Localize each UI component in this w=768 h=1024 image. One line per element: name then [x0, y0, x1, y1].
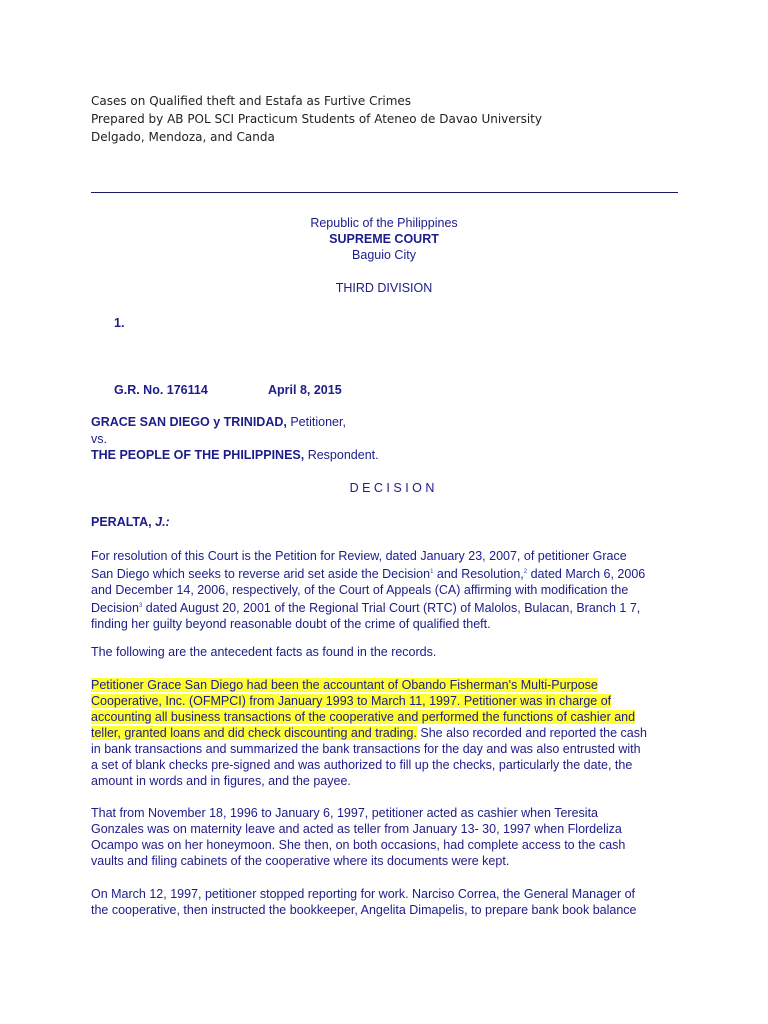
respondent-role: Respondent. [304, 448, 379, 462]
paragraph-4 [91, 805, 691, 869]
highlighted-text: Cooperative, Inc. (OFMPCI) from January 1993 to March 11, 1997. Petitioner was in charge of [91, 694, 612, 708]
decision-date: April 8, 2015 [268, 383, 342, 397]
paragraph-line: finding her guilty beyond reasonable doubt of the crime of qualified theft. [91, 617, 491, 632]
ponente-name: PERALTA, [91, 515, 152, 529]
paragraph-line: The following are the antecedent facts as found in the records. [91, 645, 437, 659]
court-city: Baguio City [352, 248, 416, 262]
respondent-name: THE PEOPLE OF THE PHILIPPINES, [91, 448, 305, 462]
paragraph-1 [91, 548, 691, 632]
petitioner-name: GRACE SAN DIEGO y TRINIDAD, [91, 415, 287, 429]
paragraph-line: the cooperative, then instructed the bookkeeper, Angelita Dimapelis, to prepare bank book balance [91, 903, 637, 917]
paragraph-line: teller, granted loans and did check discounting and trading. She also recorded and reported the cash [91, 726, 647, 740]
horizontal-rule [91, 192, 678, 193]
paragraph-line: That from November 18, 1996 to January 6, 1997, petitioner acted as cashier when Teresita [91, 806, 599, 820]
ponente [91, 515, 170, 529]
paragraph-line: in bank transactions and summarized the bank transactions for the day and was also entrusted with [91, 742, 641, 756]
paragraph-line: amount in words and in figures, and the payee. [91, 774, 351, 788]
paragraph-3 [91, 677, 691, 789]
court-division: THIRD DIVISION [335, 281, 433, 295]
highlighted-text: accounting all business transactions of the cooperative and performed the functions of cashier and [91, 710, 636, 724]
highlighted-text: Petitioner Grace San Diego had been the accountant of Obando Fisherman's Multi-Purpose [91, 678, 598, 692]
paragraph-line: and December 14, 2006, respectively, of the Court of Appeals (CA) affirming with modification the [91, 583, 629, 598]
paragraph-line: San Diego which seeks to reverse arid set aside the Decision$^1$ and Resolution,$^2$ dated March 6, 2006 [91, 567, 646, 582]
gr-number: G.R. No. 176114 [114, 383, 208, 397]
paragraph-line [91, 677, 691, 693]
paragraph-line [91, 693, 691, 709]
petitioner-line [91, 415, 346, 429]
footnote-link[interactable]: 1 [430, 569, 434, 575]
paragraph-line: Decision$^3$ dated August 20, 2001 of the Regional Trial Court (RTC) of Malolos, Bulacan, Branch 1 7, [91, 601, 641, 616]
paragraph-line [91, 709, 691, 725]
document-header [91, 92, 542, 146]
footnote-link[interactable]: 2 [523, 569, 528, 575]
paragraph-line: For resolution of this Court is the Petition for Review, dated January 23, 2007, of petitioner Grace [91, 549, 627, 563]
paragraph-line: Gonzales was on maternity leave and acted as teller from January 13- 30, 1997 when Flordeliza [91, 822, 622, 836]
highlighted-text: teller, granted loans and did check discounting and trading. [91, 726, 417, 740]
court-name: SUPREME COURT [329, 232, 439, 246]
respondent-line [91, 448, 379, 462]
paragraph-line: vaults and filing cabinets of the cooperative where its documents were kept. [91, 854, 510, 868]
paragraph-line: Ocampo was on her honeymoon. She then, on both occasions, had complete access to the cash [91, 838, 626, 852]
paragraph-5 [91, 886, 691, 918]
paragraph-2 [91, 644, 691, 660]
court-republic: Republic of the Philippines [310, 216, 458, 230]
footnote-link[interactable]: 3 [138, 603, 143, 610]
header-preparers: Prepared by AB POL SCI Practicum Students of Ateneo de Davao University [91, 112, 542, 126]
decision-heading: D E C I S I O N [349, 481, 435, 495]
petitioner-role: Petitioner, [286, 415, 346, 429]
header-authors: Delgado, Mendoza, and Canda [91, 130, 275, 144]
versus-label: vs. [91, 432, 107, 446]
case-number: 1. [114, 316, 125, 330]
paragraph-line: On March 12, 1997, petitioner stopped reporting for work. Narciso Correa, the General Manager of [91, 887, 636, 901]
ponente-suffix: J.: [151, 515, 170, 529]
paragraph-line: a set of blank checks pre-signed and was authorized to fill up the checks, particularly the date, the [91, 758, 633, 772]
header-title: Cases on Qualified theft and Estafa as Furtive Crimes [91, 94, 412, 108]
